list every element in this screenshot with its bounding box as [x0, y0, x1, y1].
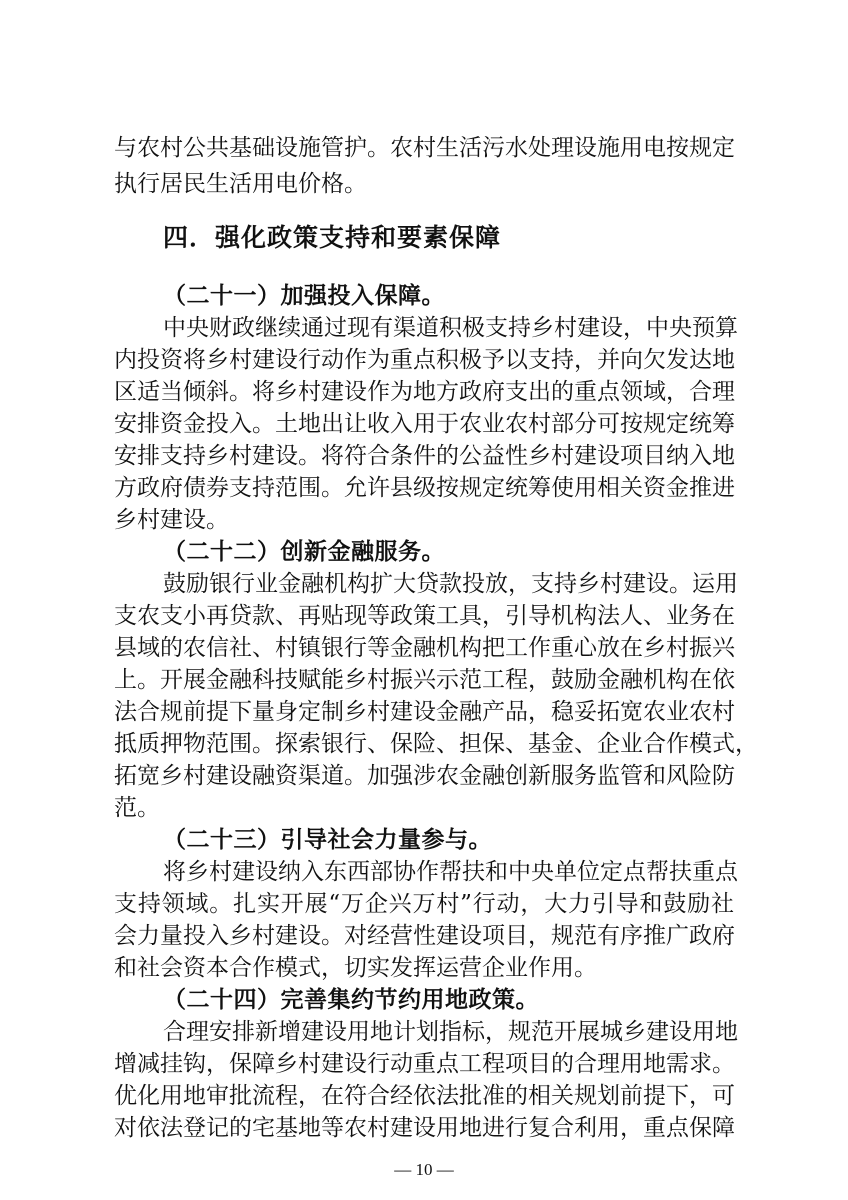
paragraph-line-text: 抵质押物范围。探索银行、保险、担保、基金、企业合作模式， — [114, 731, 758, 757]
paragraph-line — [0, 1110, 848, 1146]
paragraph-line-text: 拓宽乡村建设融资渠道。加强涉农金融创新服务监管和风险防 — [114, 763, 735, 789]
paragraph-line-text: 将乡村建设纳入东西部协作帮扶和中央单位定点帮扶重点 — [163, 859, 738, 885]
paragraph-line — [0, 950, 848, 986]
paragraph-line — [0, 662, 848, 698]
item-heading-21: （二十一）加强投入保障。 — [163, 283, 445, 309]
paragraph-line — [0, 630, 848, 666]
paragraph-line — [0, 598, 848, 634]
intro-line-1-text: 与农村公共基础设施管护。农村生活污水处理设施用电按规定 — [114, 135, 735, 161]
paragraph-line — [0, 566, 848, 602]
paragraph-line-text: 上。开展金融科技赋能乡村振兴示范工程，鼓励金融机构在依 — [114, 667, 735, 693]
paragraph-line-text: 县域的农信社、村镇银行等金融机构把工作重心放在乡村振兴 — [114, 635, 735, 661]
paragraph-line-text: 方政府债券支持范围。允许县级按规定统筹使用相关资金推进 — [114, 475, 735, 501]
paragraph-line — [0, 918, 848, 954]
paragraph-line-text: 中央财政继续通过现有渠道积极支持乡村建设，中央预算 — [163, 315, 738, 341]
page-number: — 10 — — [394, 1160, 454, 1179]
paragraph-line-text: 范。 — [114, 795, 160, 821]
paragraph-line-text: 支持领域。扎实开展“万企兴万村”行动，大力引导和鼓励社 — [114, 891, 734, 917]
item-heading-24: （二十四）完善集约节约用地政策。 — [163, 987, 539, 1013]
paragraph-line — [0, 1046, 848, 1082]
paragraph-line — [0, 1014, 848, 1050]
intro-line-2 — [0, 166, 848, 202]
paragraph-line-text: 优化用地审批流程，在符合经依法批准的相关规划前提下，可 — [114, 1083, 735, 1109]
paragraph-line — [0, 726, 848, 762]
item-heading-22: （二十二）创新金融服务。 — [163, 539, 445, 565]
paragraph-line-text: 乡村建设。 — [114, 507, 229, 533]
paragraph-line-text: 合理安排新增建设用地计划指标，规范开展城乡建设用地 — [163, 1019, 738, 1045]
paragraph-line-text: 对依法登记的宅基地等农村建设用地进行复合利用，重点保障 — [114, 1115, 735, 1141]
paragraph-line — [0, 470, 848, 506]
paragraph-line — [0, 886, 848, 922]
paragraph-line-text: 安排资金投入。土地出让收入用于农业农村部分可按规定统筹 — [114, 411, 735, 437]
paragraph-line-text: 安排支持乡村建设。将符合条件的公益性乡村建设项目纳入地 — [114, 443, 735, 469]
paragraph-line — [0, 406, 848, 442]
item-heading-23: （二十三）引导社会力量参与。 — [163, 827, 492, 853]
paragraph-line-text: 法合规前提下量身定制乡村建设金融产品，稳妥拓宽农业农村 — [114, 699, 735, 725]
paragraph-line — [0, 694, 848, 730]
paragraph-line-text: 区适当倾斜。将乡村建设作为地方政府支出的重点领域，合理 — [114, 379, 735, 405]
paragraph-line — [0, 310, 848, 346]
paragraph-line-text: 增减挂钩，保障乡村建设行动重点工程项目的合理用地需求。 — [114, 1051, 735, 1077]
intro-line-1 — [0, 130, 848, 166]
paragraph-line — [0, 790, 848, 826]
paragraph-line — [0, 758, 848, 794]
paragraph-line-text: 和社会资本合作模式，切实发挥运营企业作用。 — [114, 955, 597, 981]
paragraph-line — [0, 502, 848, 538]
section-title: 四．强化政策支持和要素保障 — [163, 223, 502, 252]
paragraph-line-text: 会力量投入乡村建设。对经营性建设项目，规范有序推广政府 — [114, 923, 735, 949]
paragraph-line-text: 内投资将乡村建设行动作为重点积极予以支持，并向欠发达地 — [114, 347, 735, 373]
paragraph-line — [0, 854, 848, 890]
paragraph-line — [0, 374, 848, 410]
paragraph-line — [0, 342, 848, 378]
paragraph-line — [0, 438, 848, 474]
intro-line-2-text: 执行居民生活用电价格。 — [114, 171, 367, 197]
paragraph-line-text: 鼓励银行业金融机构扩大贷款投放，支持乡村建设。运用 — [163, 571, 738, 597]
paragraph-line-text: 支农支小再贷款、再贴现等政策工具，引导机构法人、业务在 — [114, 603, 735, 629]
paragraph-line — [0, 1078, 848, 1114]
